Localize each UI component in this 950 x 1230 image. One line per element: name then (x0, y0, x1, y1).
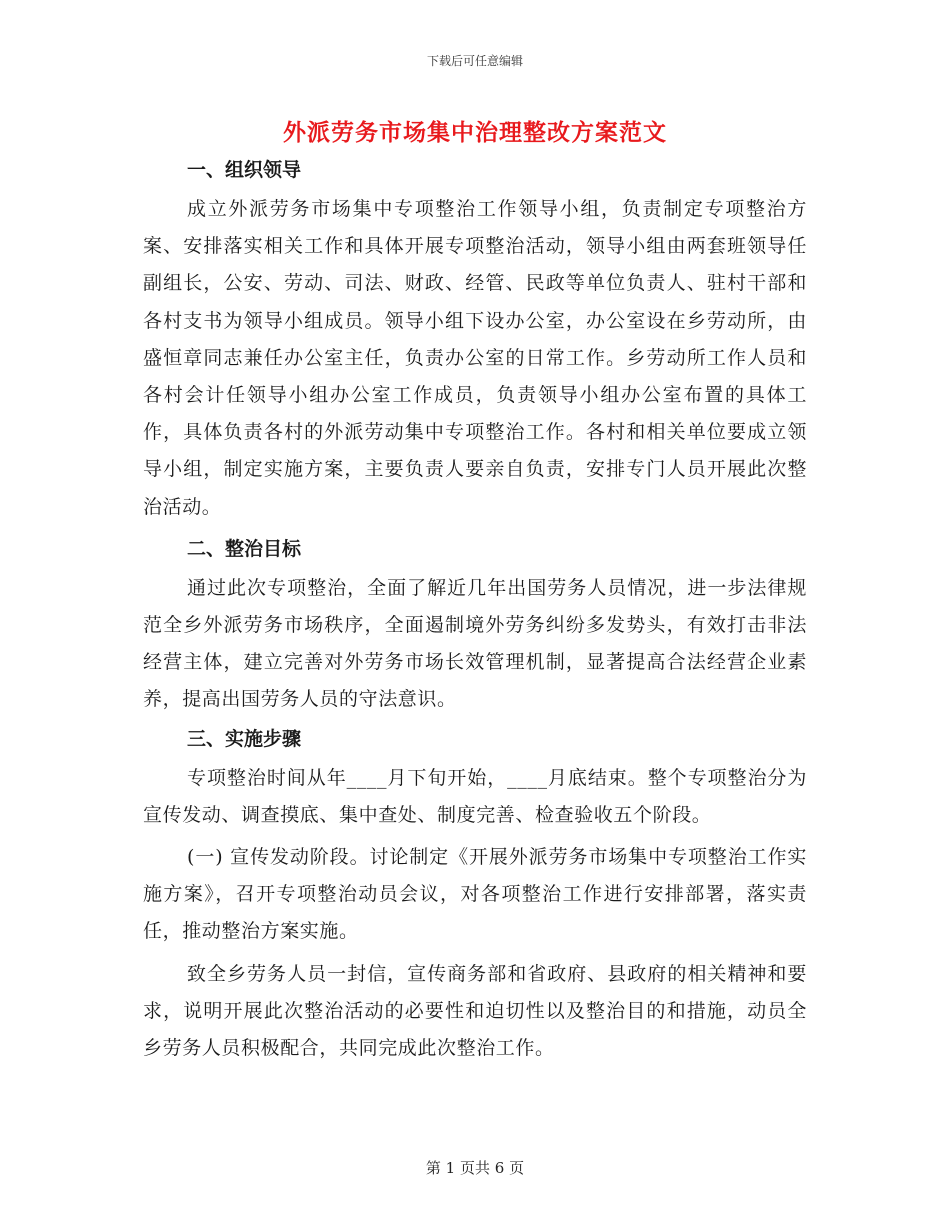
page-number: 第 1 页共 6 页 (425, 1159, 525, 1177)
document-body (143, 155, 807, 1072)
section-goals (143, 534, 807, 719)
paragraph: (一) 宣传发动阶段。讨论制定《开展外派劳务市场集中专项整治工作实施方案》，召开专项整治动员会议，对各项整治工作进行安排部署，落实责任，推动整治方案实施。 (143, 846, 807, 943)
paragraph: 致全乡劳务人员一封信，宣传商务部和省政府、县政府的相关精神和要求，说明开展此次整治活动的必要性和迫切性以及整治目的和措施，动员全乡劳务人员积极配合，共同完成此次整治工作。 (143, 962, 807, 1060)
document-title: 外派劳务市场集中治理整改方案范文 (283, 119, 667, 146)
section-heading: 一、组织领导 (187, 159, 302, 181)
section-heading: 三、实施步骤 (187, 727, 302, 750)
paragraph: 专项整治时间从年____月下旬开始，____月底结束。整个专项整治分为宣传发动、调查摸底、集中查处、制度完善、检查验收五个阶段。 (143, 766, 807, 826)
header-note: 下载后可任意编辑 (426, 54, 523, 68)
paragraph: 成立外派劳务市场集中专项整治工作领导小组，负责制定专项整治方案、安排落实相关工作和具体开展专项整治活动，领导小组由两套班领导任副组长，公安、劳动、司法、财政、经管、民政等单位负责人、驻村干部和各村支书为领导小组成员。领导小组下设办公室，办公室设在乡劳动所，由盛恒章同志兼任办公室主任，负责办公室的日常工作。乡劳动所工作人员和各村会计任领导小组办公室工作成员，负责领导小组办公室布置的具体工作，具体负责各村的外派劳动集中专项整治工作。各村和相关单位要成立领导小组，制定实施方案，主要负责人要亲自负责，安排专门人员开展此次整治活动。 (143, 198, 807, 518)
section-organization (143, 155, 807, 526)
paragraph: 通过此次专项整治，全面了解近几年出国劳务人员情况，进一步法律规范全乡外派劳务市场秩序，全面遏制境外劳务纠纷多发势头，有效打击非法经营主体，建立完善对外劳务市场长效管理机制，显著提高合法经营企业素养，提高出国劳务人员的守法意识。 (143, 576, 807, 711)
section-steps (143, 724, 807, 1068)
section-heading: 二、整治目标 (187, 537, 302, 560)
